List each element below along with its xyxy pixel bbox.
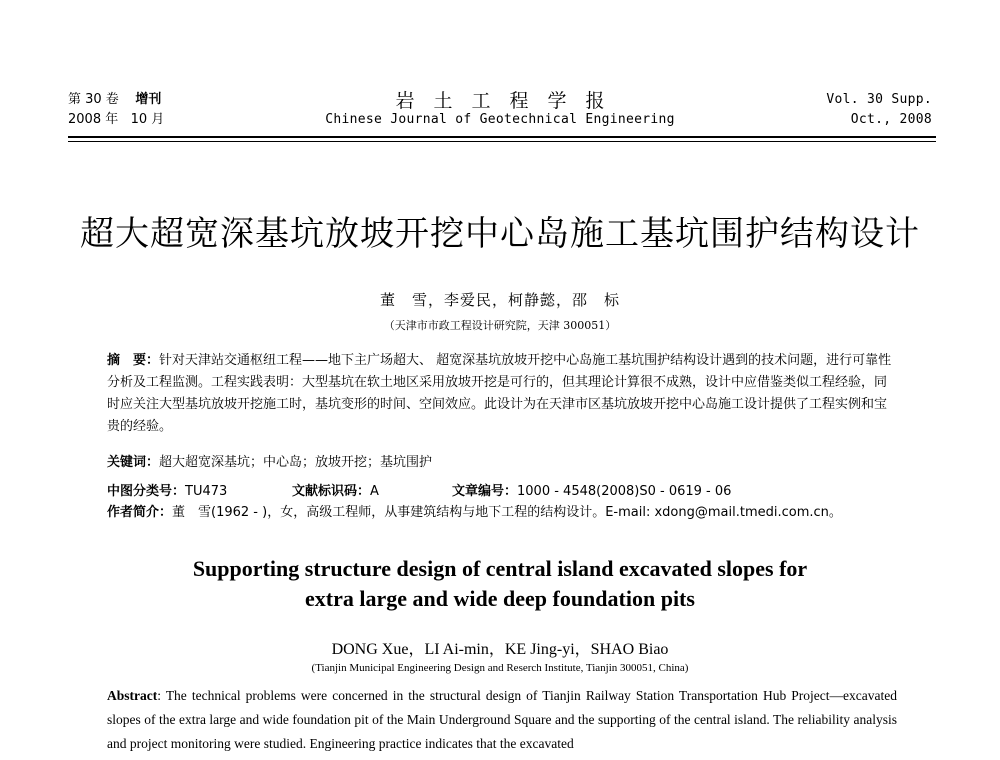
abstract-en <box>107 684 897 756</box>
affiliation-en: (Tianjin Municipal Engineering Design and Reserch Institute, Tianjin 300051, China) <box>311 662 689 674</box>
journal-title-cn: 岩 土 工 程 学 报 <box>395 90 605 112</box>
author-intro-label: 作者简介： <box>107 505 173 520</box>
abstract-cn-text: 针对天津站交通枢纽工程——地下主广场超大、 超宽深基坑放坡开挖中心岛施工基坑围护结构设计遇到的技术问题，进行可靠性分析及工程监测。工程实践表明：大型基坑在软土地区采用放坡开挖是可行的，但其理论计算很不成熟，设计中应借鉴类似工程经验，同时应关注大型基坑放坡开挖施工时，基坑变形的时间、空间效应。此设计为在天津市区基坑放坡开挖中心岛施工设计提供了工程实例和宝贵的经验。 <box>107 353 892 434</box>
header-rule-thin <box>68 141 936 142</box>
abstract-cn-label: 摘 要： <box>107 353 160 368</box>
doc-code-value: A <box>370 484 379 499</box>
clc-value: TU473 <box>185 484 228 499</box>
supplement-cn: 增刊 <box>135 92 162 107</box>
year-cn: 2008 年 <box>68 112 119 127</box>
document-code <box>292 480 379 499</box>
journal-title-en: Chinese Journal of Geotechnical Engineering <box>325 112 675 127</box>
author-intro-text: 董 雪(1962 - )，女，高级工程师，从事建筑结构与地下工程的结构设计。E-mail: xdong@mail.tmedi.com.cn。 <box>172 505 842 520</box>
paper-title-en <box>0 554 1000 614</box>
authors-cn: 董 雪，李爱民，柯静懿，邵 标 <box>379 291 620 309</box>
keywords-cn-text: 超大超宽深基坑；中心岛；放坡开挖；基坑围护 <box>159 455 433 470</box>
paper-title-en-line2: extra large and wide deep foundation pits <box>305 586 695 611</box>
abstract-cn <box>107 350 897 438</box>
keywords-cn-label: 关键词： <box>107 455 160 470</box>
paper-title-cn: 超大超宽深基坑放坡开挖中心岛施工基坑围护结构设计 <box>80 214 920 254</box>
article-number-value: 1000 - 4548(2008)S0 - 0619 - 06 <box>517 484 732 499</box>
article-number <box>452 480 731 499</box>
affiliation-cn: （天津市市政工程设计研究院，天津 300051） <box>383 319 617 332</box>
article-number-label: 文章编号： <box>452 484 518 499</box>
date-en: Oct., 2008 <box>850 112 932 127</box>
month-cn: 10 月 <box>130 112 165 127</box>
clc-number <box>107 480 227 499</box>
authors-en: DONG Xue，LI Ai-min，KE Jing-yi，SHAO Biao <box>331 641 669 658</box>
volume-cn: 第 30 卷 <box>68 92 119 107</box>
abstract-en-text: : The technical problems were concerned in the structural design of Tianjin Railway Station Transportation Hub Project—excavated slopes of the extra large and wide foundation pit of the Main Underground Square and the supporting of the central island. The reliability analysis and project monitoring were studied. Engineering practice indicates that the excavated <box>107 688 897 751</box>
header-rule-thick <box>68 136 936 138</box>
keywords-cn <box>107 452 897 474</box>
author-intro <box>107 502 897 524</box>
doc-code-label: 文献标识码： <box>292 484 371 499</box>
clc-label: 中图分类号： <box>107 484 186 499</box>
abstract-en-label: Abstract <box>107 688 158 703</box>
paper-title-en-line1: Supporting structure design of central island excavated slopes for <box>192 556 808 581</box>
volume-en: Vol. 30 Supp. <box>826 92 932 107</box>
